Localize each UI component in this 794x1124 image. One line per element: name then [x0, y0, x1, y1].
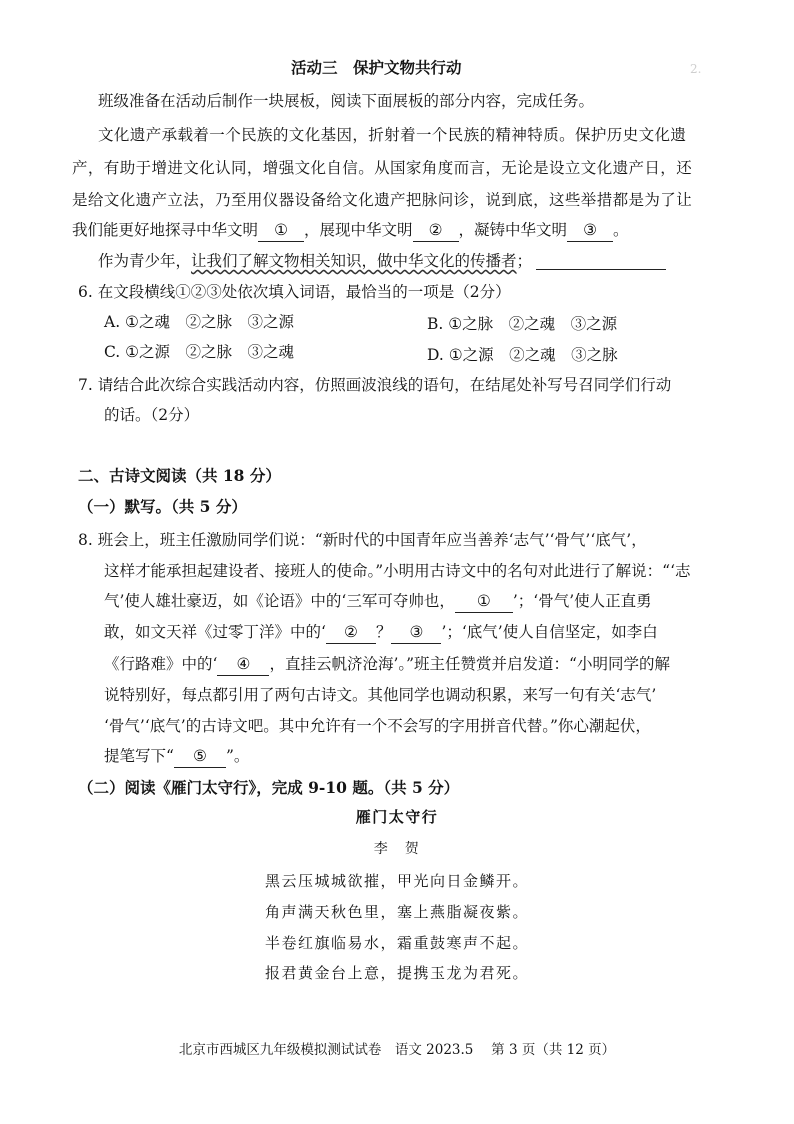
- option-d[interactable]: D. ①之源 ②之魂 ③之脉: [427, 346, 618, 364]
- fill-blank-1[interactable]: ①: [258, 219, 304, 242]
- option-c[interactable]: C. ①之源 ②之脉 ③之魂: [104, 343, 295, 361]
- question-text: 敢，如文天祥《过零丁洋》中的‘: [104, 623, 326, 641]
- fill-blank-3[interactable]: ③: [391, 621, 441, 644]
- question-text: ’；‘底气’使人自信坚定，如李白: [441, 623, 658, 641]
- poem-line-1: 黑云压城城欲摧，甲光向日金鳞开。: [264, 872, 529, 890]
- passage-text: ，展现中华文明: [304, 221, 413, 239]
- option-b[interactable]: B. ①之脉 ②之魂 ③之源: [427, 315, 618, 333]
- part-2-subsection-1: （一）默写。（共 5 分）: [78, 497, 247, 516]
- fill-blank-5[interactable]: ⑤: [174, 745, 226, 768]
- question-8-line-2: 这样才能承担起建设者、接班人的使命。”小明用古诗文中的名句对此进行了解说：“‘志: [104, 562, 691, 580]
- passage-text: ，凝铸中华文明: [458, 221, 568, 239]
- question-7-line-2: 的话。（2分）: [104, 406, 200, 424]
- option-a[interactable]: A. ①之魂 ②之脉 ③之源: [104, 313, 294, 331]
- answer-blank[interactable]: [536, 255, 666, 270]
- fill-blank-4[interactable]: ④: [217, 653, 269, 676]
- fill-blank-1[interactable]: ①: [455, 590, 513, 613]
- passage-line-4: [72, 219, 629, 242]
- question-8-line-6: 说特别好，每点都引用了两句古诗文。其他同学也调动积累，来写一句有关‘志气’: [104, 686, 657, 704]
- passage-line-2: 产，有助于增进文化认同，增强文化自信。从国家角度而言，无论是设立文化遗产日，还: [72, 159, 693, 177]
- question-8-line-7: ‘骨气’‘底气’的古诗文吧。其中允许有一个不会写的字用拼音代替。”你心潮起伏，: [104, 717, 651, 735]
- question-text: 提笔写下“: [104, 747, 174, 765]
- passage-text: 。: [613, 221, 629, 239]
- poem-author: 李 贺: [373, 841, 421, 857]
- question-7-line-1: 7. 请结合此次综合实践活动内容，仿照画波浪线的语句，在结尾处补写号召同学们行动: [78, 376, 672, 394]
- passage-line-1: 文化遗产承载着一个民族的文化基因，折射着一个民族的精神特质。保护历史文化遗: [98, 126, 687, 144]
- question-8-line-4: [104, 621, 658, 644]
- section-intro: 班级准备在活动后制作一块展板，阅读下面展板的部分内容，完成任务。: [98, 92, 595, 110]
- poem-line-3: 半卷红旗临易水，霜重鼓寒声不起。: [264, 934, 529, 952]
- passage-text: ；: [516, 252, 533, 270]
- question-text: ”。: [225, 747, 250, 765]
- fill-blank-2[interactable]: ②: [326, 621, 376, 644]
- question-text: 《行路难》中的‘: [104, 655, 218, 673]
- question-8-line-3: [104, 590, 652, 613]
- page-footer: 北京市西城区九年级模拟测试试卷 语文 2023.5 第 3 页（共 12 页）: [178, 1042, 616, 1058]
- question-text: 气’使人雄壮豪迈，如《论语》中的‘三军可夺帅也，: [104, 592, 455, 610]
- passage-text: 作为青少年，: [98, 252, 192, 270]
- poem-title: 雁门太守行: [355, 808, 439, 826]
- passage-line-5: [98, 250, 666, 272]
- question-text: ’；‘骨气’使人正直勇: [512, 592, 652, 610]
- question-6-stem: 6. 在文段横线①②③处依次填入词语，最恰当的一项是（2分）: [78, 283, 511, 301]
- question-text: ，直挂云帆济沧海’。”班主任赞赏并启发道：“小明同学的解: [269, 655, 670, 673]
- fill-blank-2[interactable]: ②: [413, 219, 459, 242]
- passage-text: 我们能更好地探寻中华文明: [72, 221, 259, 239]
- fill-blank-3[interactable]: ③: [567, 219, 613, 242]
- part-2-subsection-2: （二）阅读《雁门太守行》，完成 9-10 题。（共 5 分）: [78, 778, 460, 797]
- bleed-through-mark: 2.: [690, 62, 702, 76]
- poem-line-4: 报君黄金台上意，提携玉龙为君死。: [264, 964, 529, 982]
- passage-line-3: 是给文化遗产立法，乃至用仪器设备给文化遗产把脉问诊，说到底，这些举措都是为了让: [72, 191, 693, 209]
- question-8-line-8: [104, 745, 249, 768]
- wavy-underlined-sentence: 让我们了解文物相关知识，做中华文化的传播者: [191, 252, 517, 270]
- question-text: ？: [375, 623, 392, 641]
- section-title: 活动三 保护文物共行动: [291, 58, 462, 77]
- question-8-line-1: 8. 班会上，班主任激励同学们说：“新时代的中国青年应当善养‘志气’‘骨气’‘底气’，: [78, 531, 647, 549]
- part-2-title: 二、古诗文阅读（共 18 分）: [78, 466, 281, 485]
- poem-line-2: 角声满天秋色里，塞上燕脂凝夜紫。: [264, 903, 529, 921]
- question-8-line-5: [104, 653, 670, 676]
